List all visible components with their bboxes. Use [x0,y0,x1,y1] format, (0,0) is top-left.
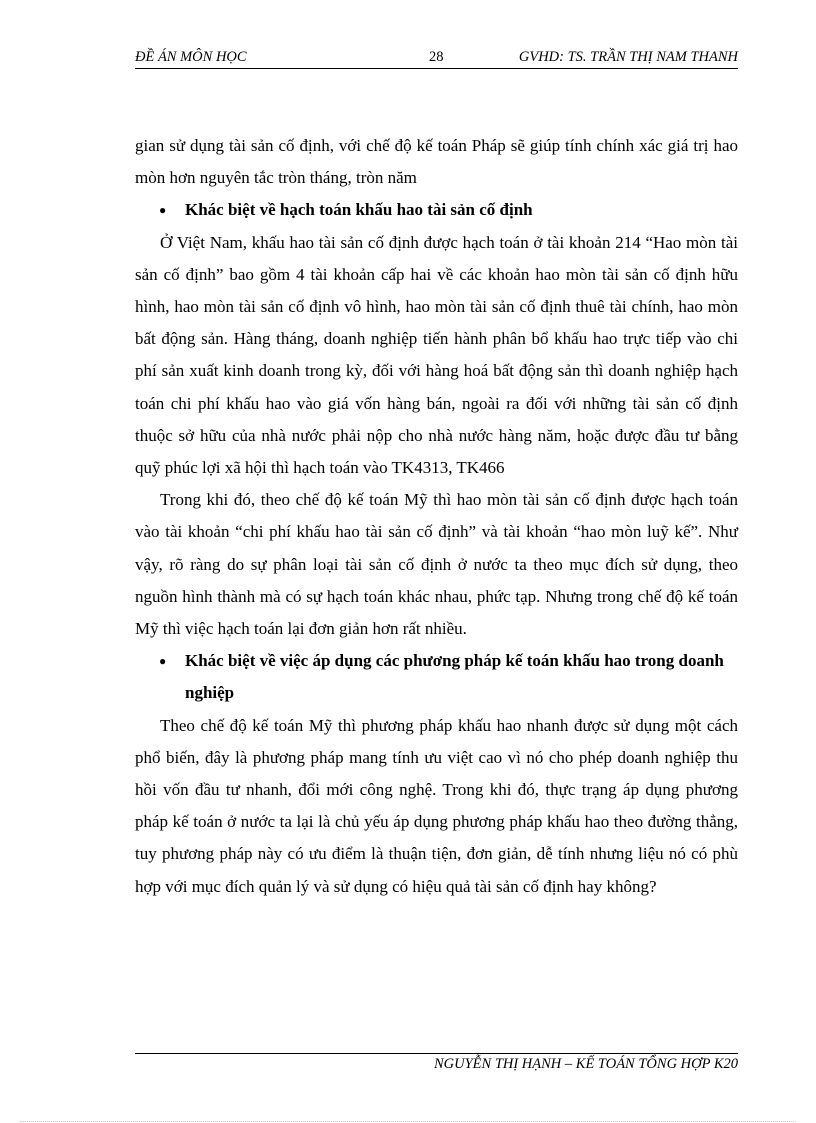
bullet-dot-icon: ● [159,654,167,669]
header-course-title: ĐỀ ÁN MÔN HỌC [135,49,247,65]
paragraph-us-practice: Trong khi đó, theo chế độ kế toán Mỹ thì hao mòn tài sản cố định được hạch toán vào tài khoản “chi phí khấu hao tài sản cố định” và tài khoản “hao mòn luỹ kế”. Như vậy, rõ ràng do sự phân loại tài sản cố định ở nước ta theo mục đích sử dụng, theo nguồn hình thành mà có sự hạch toán khác nhau, phức tạp. Nhưng trong chế độ kế toán Mỹ thì việc hạch toán lại đơn giản hơn rất nhiều. [135,490,738,639]
paragraph-vietnam-practice: Ở Việt Nam, khấu hao tài sản cố định được hạch toán ở tài khoản 214 “Hao mòn tài sản cố định” bao gồm 4 tài khoản cấp hai về các khoản hao mòn tài sản cố định hữu hình, hao mòn tài sản cố định vô hình, hao mòn tài sản cố định thuê tài chính, hao mòn bất động sản. Hàng tháng, doanh nghiệp tiến hành phân bổ khấu hao trực tiếp vào chi phí sản xuất kinh doanh trong kỳ, đối với hàng hoá bất động sản thì doanh nghiệp hạch toán chi phí khấu hao vào giá vốn hàng bán, ngoài ra đối với những tài sản cố định thuộc sở hữu của nhà nước phải nộp cho nhà nước hàng năm, hoặc được đầu tư bằng quỹ phúc lợi xã hội thì hạch toán vào TK4313, TK466 [135,232,738,478]
paragraph-accelerated-depreciation: Theo chế độ kế toán Mỹ thì phương pháp khấu hao nhanh được sử dụng một cách phổ biến, đây là phương pháp mang tính ưu việt cao vì nó cho phép doanh nghiệp thu hồi vốn đầu tư nhanh, đổi mới công nghệ. Trong khi đó, thực trạng áp dụng phương pháp kế toán ở nước ta lại là chủ yếu áp dụng phương pháp khấu hao theo đường thẳng, tuy phương pháp này có ưu điểm là thuận tiện, đơn giản, dễ tính nhưng liệu nó có phù hợp với mục đích quản lý và sử dụng có hiệu quả tài sản cố định hay không? [135,715,738,896]
footer-divider [135,1053,738,1054]
paragraph-continuation: gian sử dụng tài sản cố định, với chế độ kế toán Pháp sẽ giúp tính chính xác giá trị hao mòn hơn nguyên tắc tròn tháng, tròn năm [135,136,738,188]
bullet-heading-text: Khác biệt về việc áp dụng các phương pháp kế toán khấu hao trong doanh nghiệp [185,651,724,703]
page-body [135,130,738,903]
page-header [135,48,738,69]
header-page-number: 28 [429,49,444,65]
bullet-heading-text: Khác biệt về hạch toán khấu hao tài sản cố định [185,200,533,220]
page-edge-dotted-line [20,1121,796,1122]
page-footer: NGUYỄN THỊ HẠNH – KẾ TOÁN TỔNG HỢP K20 [433,1056,738,1072]
bullet-dot-icon: ● [159,203,167,218]
bullet-heading-depreciation-accounting [135,194,738,226]
bullet-heading-depreciation-methods [135,645,738,709]
header-supervisor: GVHD: TS. TRẦN THỊ NAM THANH [518,49,738,65]
